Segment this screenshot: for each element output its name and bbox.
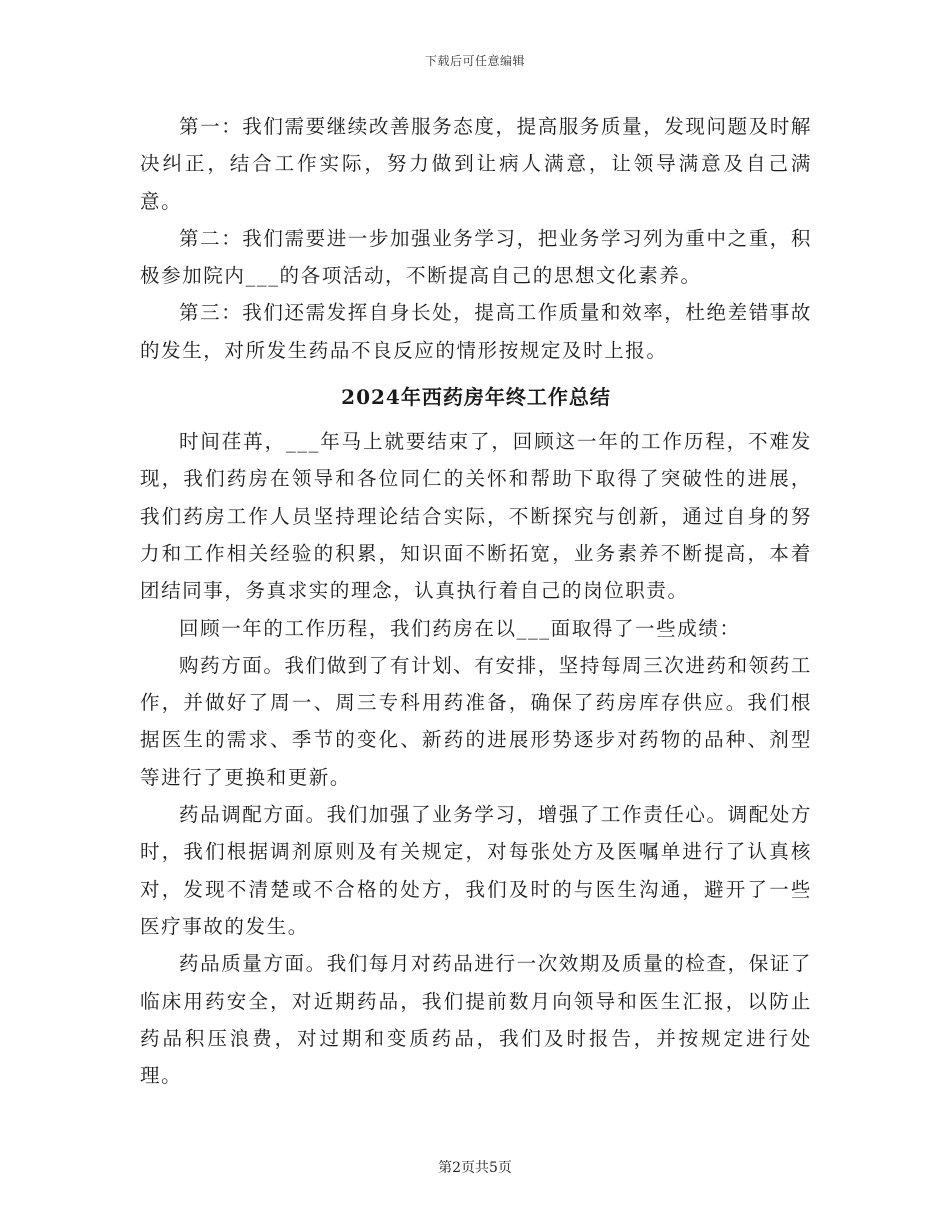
paragraph-first-point: 第一：我们需要继续改善服务态度，提高服务质量，发现问题及时解决纠正，结合工作实际，努力做到让病人满意，让领导满意及自己满意。 [140,115,813,213]
paragraph-quality: 药品质量方面。我们每月对药品进行一次效期及质量的检查，保证了临床用药安全，对近期药品，我们提前数月向领导和医生汇报，以防止药品积压浪费，对过期和变质药品，我们及时报告，并按规定进行处理。 [140,952,813,1088]
paragraph-purchasing: 购药方面。我们做到了有计划、有安排，坚持每周三次进药和领药工作，并做好了周一、周三专科用药准备，确保了药房库存供应。我们根据医生的需求、季节的变化、新药的进展形势逐步对药物的品种、剂型等进行了更换和更新。 [140,653,813,789]
page-number: 第2页共5页 [438,1160,512,1176]
paragraph-dispensing: 药品调配方面。我们加强了业务学习，增强了工作责任心。调配处方时，我们根据调剂原则及有关规定，对每张处方及医嘱单进行了认真核对，发现不清楚或不合格的处方，我们及时的与医生沟通，避开了一些医疗事故的发生。 [140,803,813,938]
paragraph-review: 回顾一年的工作历程，我们药房在以___面取得了一些成绩： [179,616,741,640]
paragraph-second-point: 第二：我们需要进一步加强业务学习，把业务学习列为重中之重，积极参加院内___的各项活动，不断提高自己的思想文化素养。 [140,226,813,288]
paragraph-intro: 时间荏苒，___年马上就要结束了，回顾这一年的工作历程，不难发现，我们药房在领导和各位同仁的关怀和帮助下取得了突破性的进展，我们药房工作人员坚持理论结合实际，不断探究与创新，通过自身的努力和工作相关经验的积累，知识面不断拓宽，业务素养不断提高，本着团结同事，务真求实的理念，认真执行着自己的岗位职责。 [140,430,812,603]
paragraph-third-point: 第三：我们还需发挥自身长处，提高工作质量和效率，杜绝差错事故的发生，对所发生药品不良反应的情形按规定及时上报。 [140,301,813,362]
page-header: 下载后可任意编辑 [424,54,525,68]
document-body [140,108,812,1094]
section-title: 2024年西药房年终工作总结 [341,385,611,410]
